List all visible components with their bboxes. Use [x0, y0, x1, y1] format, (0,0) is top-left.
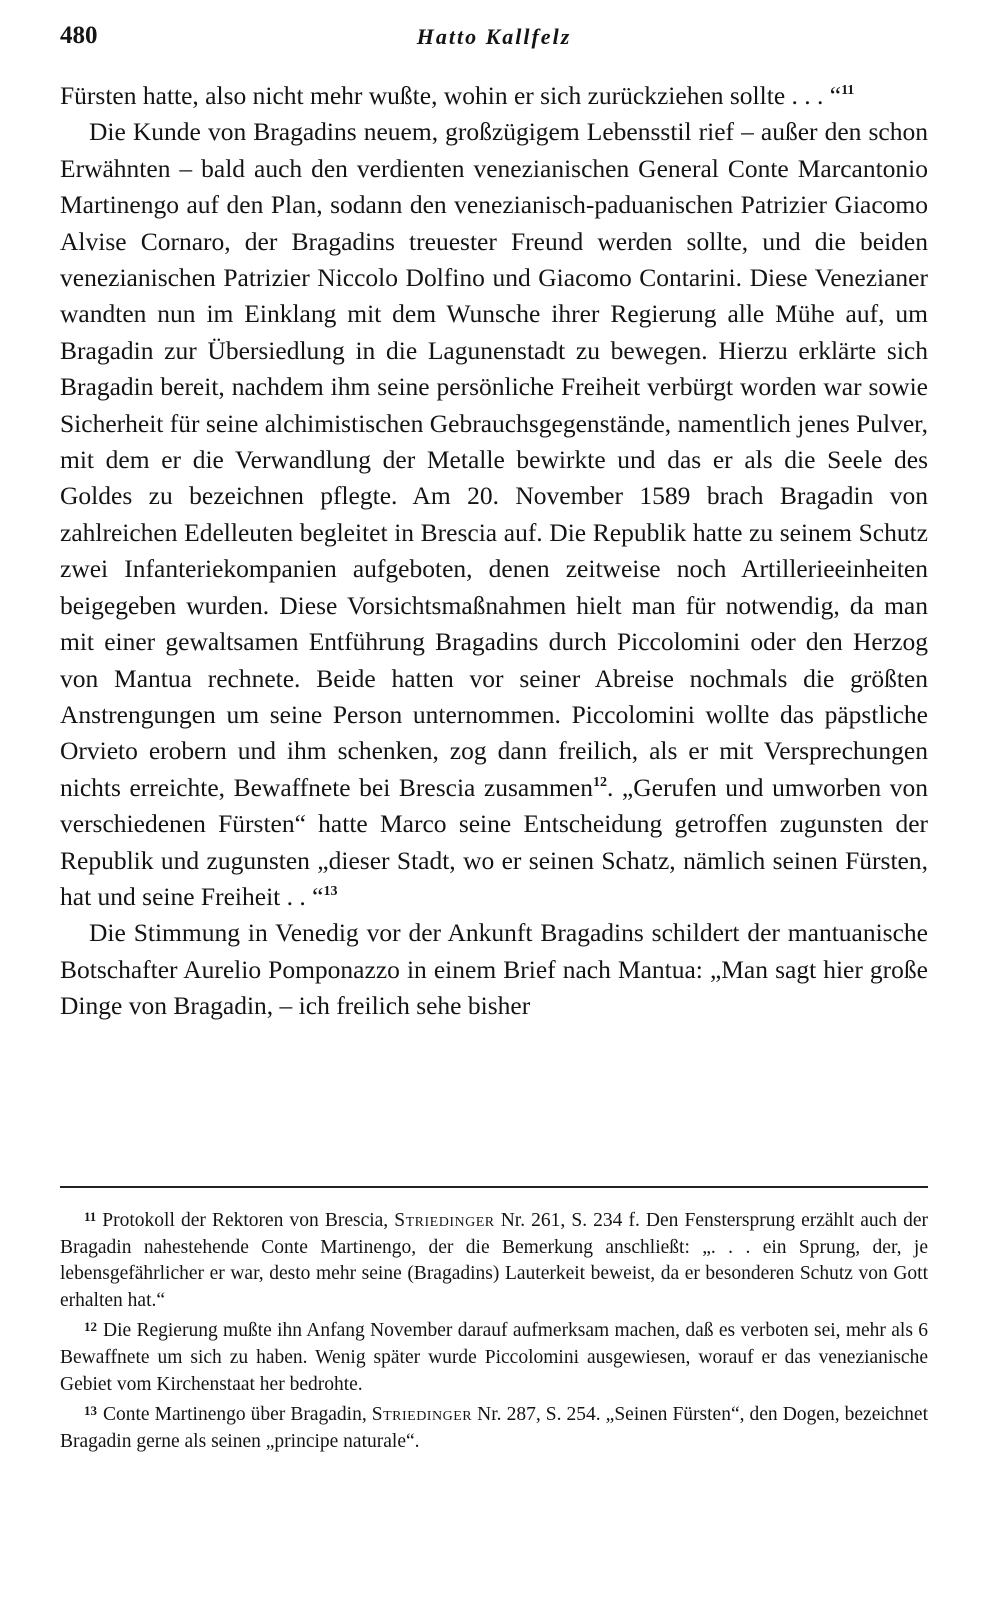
page-number: 480: [60, 22, 98, 49]
footnote-11: [60, 1204, 928, 1314]
footnote-number: 11: [84, 1209, 97, 1224]
footnote-text: Protokoll der Rektoren von Brescia,: [102, 1210, 395, 1231]
running-head: [60, 20, 928, 60]
footnote-divider: [60, 1186, 928, 1188]
footnote-text: Nr. 261, S. 234 f. Den Fenstersprung erzählt auch der Bragadin nahestehende Conte Martinengo, der die Bemerkung anschließt: „. . . ein Sprung, der, je lebensgefährlicher er war, desto mehr seine (Bragadins) Lauterkeit beweist, da er besonderen Schutz von Gott erhalten hat.“: [60, 1210, 928, 1311]
footnotes: [60, 1204, 928, 1455]
footnote-author: Striedinger: [371, 1404, 473, 1426]
paragraph-2: [60, 114, 928, 915]
footnote-number: 13: [84, 1403, 97, 1419]
footnote-text: Nr. 287, S. 254. „Seinen Fürsten“, den Dogen, bezeichnet Bragadin gerne als seinen „principe naturale“.: [60, 1404, 928, 1452]
footnote-text: Conte Martinengo über Bragadin,: [103, 1404, 372, 1426]
paragraph-2-text-a: Die Kunde von Bragadins neuem, großzügigem Lebensstil rief – außer den schon Erwähnten – bald auch den verdienten venezianischen General Conte Marcantonio Martinengo auf den Plan, sodann den venezianisch-paduanischen Patrizier Giacomo Alvise Cornaro, der Bragadins treuester Freund werden sollte, und die beiden venezianischen Patrizier Niccolo Dolfino und Giacomo Contarini. Diese Venezianer wandten nun im Einklang mit dem Wunsche ihrer Regierung alle Mühe auf, um Bragadin zur Übersiedlung in die Lagunenstadt zu bewegen. Hierzu erklärte sich Bragadin bereit, nachdem ihm seine persönliche Freiheit verbürgt worden war sowie Sicherheit für seine alchimistischen Gebrauchsgegenstände, namentlich jenes Pulver, mit dem er die Verwandlung der Metalle bewirkte und das er als die Seele des Goldes zu bezeichnen pflegte. Am 20. November 1589 brach Bragadin von zahlreichen Edelleuten begleitet in Brescia auf. Die Republik hatte zu seinem Schutz zwei Infanteriekompanien aufgeboten, denen zeitweise noch Artillerieeinheiten beigegeben wurden. Diese Vorsichtsmaßnahmen hielt man für notwendig, da man mit einer gewaltsamen Entführung Bragadins durch Piccolomini oder den Herzog von Mantua rechnete. Beide hatten vor seiner Abreise nochmals die größten Anstrengungen um seine Person unternommen. Piccolomini wollte das päpstliche Orvieto erobern und ihm schenken, zog dann freilich, als er mit Versprechungen nichts erreichte, Bewaffnete bei Brescia zusammen: [60, 117, 928, 802]
paragraph-3: Die Stimmung in Venedig vor der Ankunft Bragadins schildert der mantuanische Botschafter Aurelio Pomponazzo in einem Brief nach Mantua: „Man sagt hier große Dinge von Bragadin, – ich freilich sehe bisher: [60, 918, 928, 1021]
footnote-ref-12[interactable]: 12: [592, 774, 607, 790]
footnote-text: Die Regierung mußte ihn Anfang November darauf aufmerksam machen, daß es verboten sei, mehr als 6 Bewaffnete um sich zu haben. Wenig später wurde Piccolomini ausgewiesen, worauf er das venezianische Gebiet vom Kirchenstaat her bedrohte.: [60, 1320, 928, 1395]
footnote-ref-11[interactable]: 11: [841, 83, 855, 98]
body-text: [60, 78, 928, 1025]
paragraph-1-text: Fürsten hatte, also nicht mehr wußte, wohin er sich zurückziehen sollte . . . “: [60, 81, 842, 110]
paragraph-2-text-b: . „Gerufen und umworben von verschiedenen Fürsten“ hatte Marco seine Entscheidung getroffen zugunsten der Republik und zugunsten „dieser Stadt, wo er seinen Schatz, nämlich seinen Fürsten, hat und seine Freiheit . . “: [60, 772, 928, 911]
footnote-12: [60, 1314, 928, 1398]
footnote-number: 12: [84, 1319, 97, 1335]
paragraph-1: [60, 78, 928, 114]
footnote-13: [60, 1398, 928, 1455]
running-title: Hatto Kallfelz: [416, 24, 572, 49]
footnote-ref-13[interactable]: 13: [323, 883, 338, 899]
footnote-author: Striedinger: [394, 1210, 495, 1231]
